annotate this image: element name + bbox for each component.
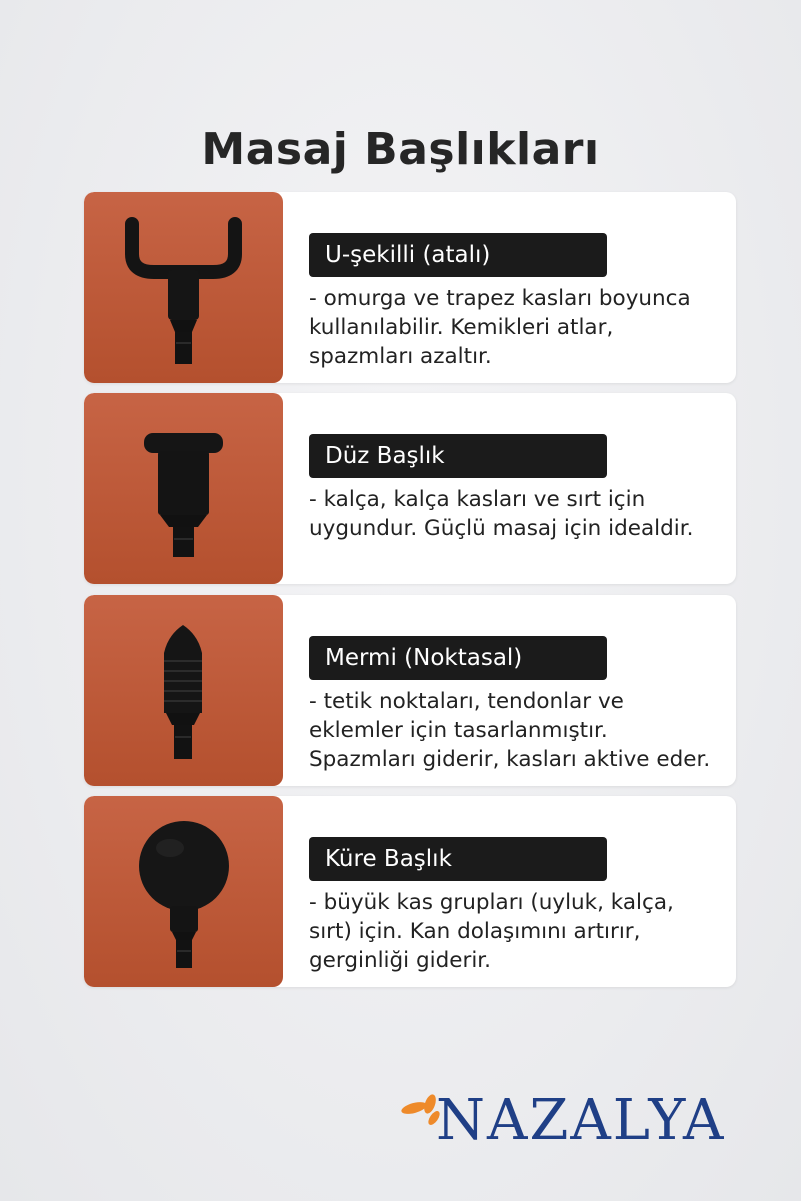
brand-name: NAZALYA — [436, 1088, 726, 1153]
card-bullet-head — [84, 595, 736, 786]
card-description: - kalça, kalça kasları ve sırt için uygundur. Güçlü masaj için idealdir. — [309, 487, 694, 541]
card-label: Küre Başlık — [309, 837, 607, 881]
card-u-shaped — [84, 192, 736, 383]
page-title: Masaj Başlıkları — [201, 124, 600, 175]
card-label: U-şekilli (atalı) — [309, 233, 607, 277]
card-image — [84, 393, 283, 584]
card-description: - büyük kas grupları (uyluk, kalça, sırt) için. Kan dolaşımını artırır, gerginliği giderir. — [309, 890, 674, 973]
card-ball-head — [84, 796, 736, 987]
card-flat-head — [84, 393, 736, 584]
card-label: Mermi (Noktasal) — [309, 636, 607, 680]
brand-logo — [400, 1086, 780, 1156]
u-shaped-head-icon — [84, 192, 283, 383]
flat-head-icon — [84, 393, 283, 584]
card-image — [84, 796, 283, 987]
ball-head-icon — [84, 796, 283, 987]
card-description: - omurga ve trapez kasları boyunca kullanılabilir. Kemikleri atlar, spazmları azaltır. — [309, 286, 691, 369]
card-description: - tetik noktaları, tendonlar ve eklemler için tasarlanmıştır. Spazmları giderir, kasları aktive eder. — [309, 689, 711, 772]
bullet-head-icon — [84, 595, 283, 786]
card-label: Düz Başlık — [309, 434, 607, 478]
card-image — [84, 192, 283, 383]
card-image — [84, 595, 283, 786]
